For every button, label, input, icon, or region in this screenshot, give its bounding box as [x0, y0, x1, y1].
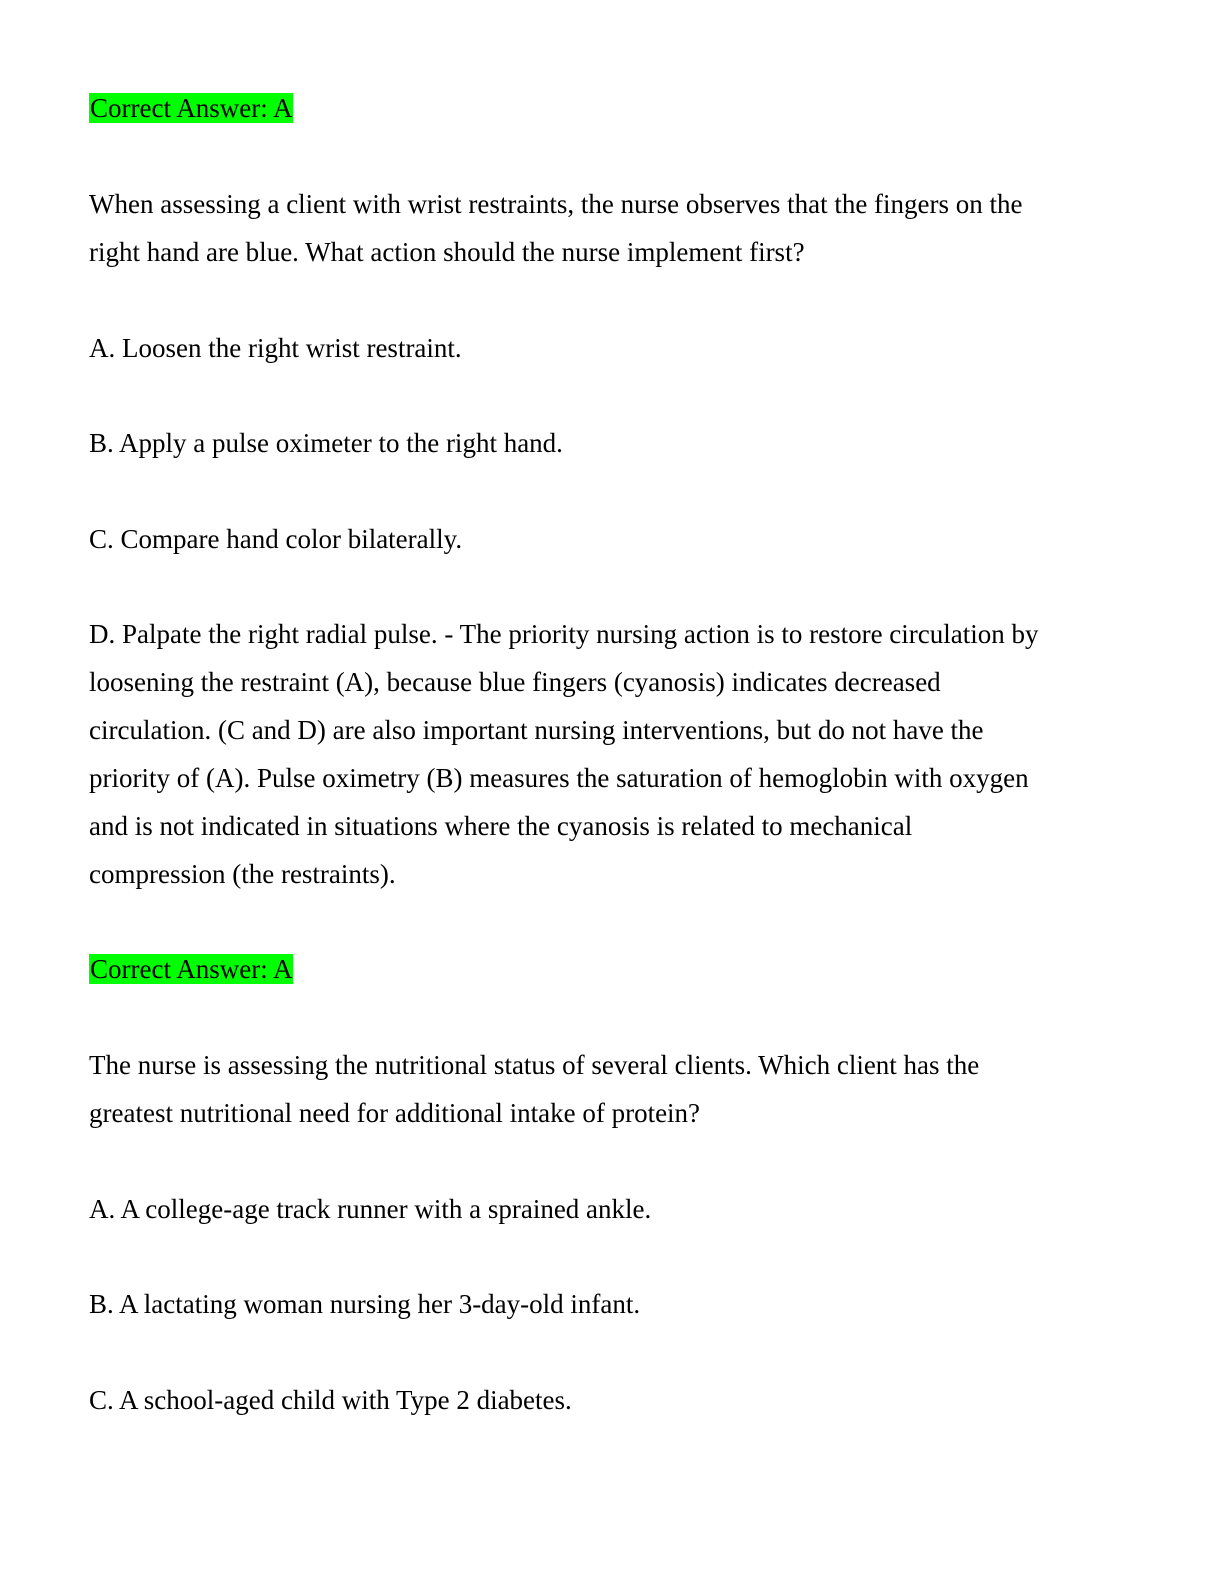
explanation-line-2: loosening the restraint (A), because blue fingers (cyanosis) indicates decreased [89, 667, 941, 697]
explanation-line-3: circulation. (C and D) are also important nursing interventions, but do not have the [89, 715, 984, 745]
question-1-option-c: C. Compare hand color bilaterally. [89, 524, 463, 554]
question-1-line-2: right hand are blue. What action should the nurse implement first? [89, 237, 805, 267]
question-2-option-b: B. A lactating woman nursing her 3-day-old infant. [89, 1289, 641, 1319]
question-1-option-a: A. Loosen the right wrist restraint. [89, 333, 462, 363]
question-1-line-1: When assessing a client with wrist restraints, the nurse observes that the fingers on the [89, 189, 1023, 219]
question-1-option-d-explanation-line-1: D. Palpate the right radial pulse. - The priority nursing action is to restore circulation by [89, 619, 1039, 649]
question-2-option-a: A. A college-age track runner with a sprained ankle. [89, 1194, 652, 1224]
explanation-line-4: priority of (A). Pulse oximetry (B) measures the saturation of hemoglobin with oxygen [89, 763, 1029, 793]
question-2-line-2: greatest nutritional need for additional intake of protein? [89, 1098, 701, 1128]
answer-highlight: Correct Answer: A [90, 93, 293, 123]
question-1-option-b: B. Apply a pulse oximeter to the right hand. [89, 428, 563, 458]
question-2-option-c: C. A school-aged child with Type 2 diabetes. [89, 1385, 572, 1415]
explanation-line-6: compression (the restraints). [89, 859, 396, 889]
correct-answer-label-1 [89, 90, 293, 126]
explanation-line-5: and is not indicated in situations where the cyanosis is related to mechanical [89, 811, 913, 841]
correct-answer-label-2 [89, 951, 293, 987]
question-2-line-1: The nurse is assessing the nutritional status of several clients. Which client has the [89, 1050, 980, 1080]
answer-highlight: Correct Answer: A [90, 954, 293, 984]
